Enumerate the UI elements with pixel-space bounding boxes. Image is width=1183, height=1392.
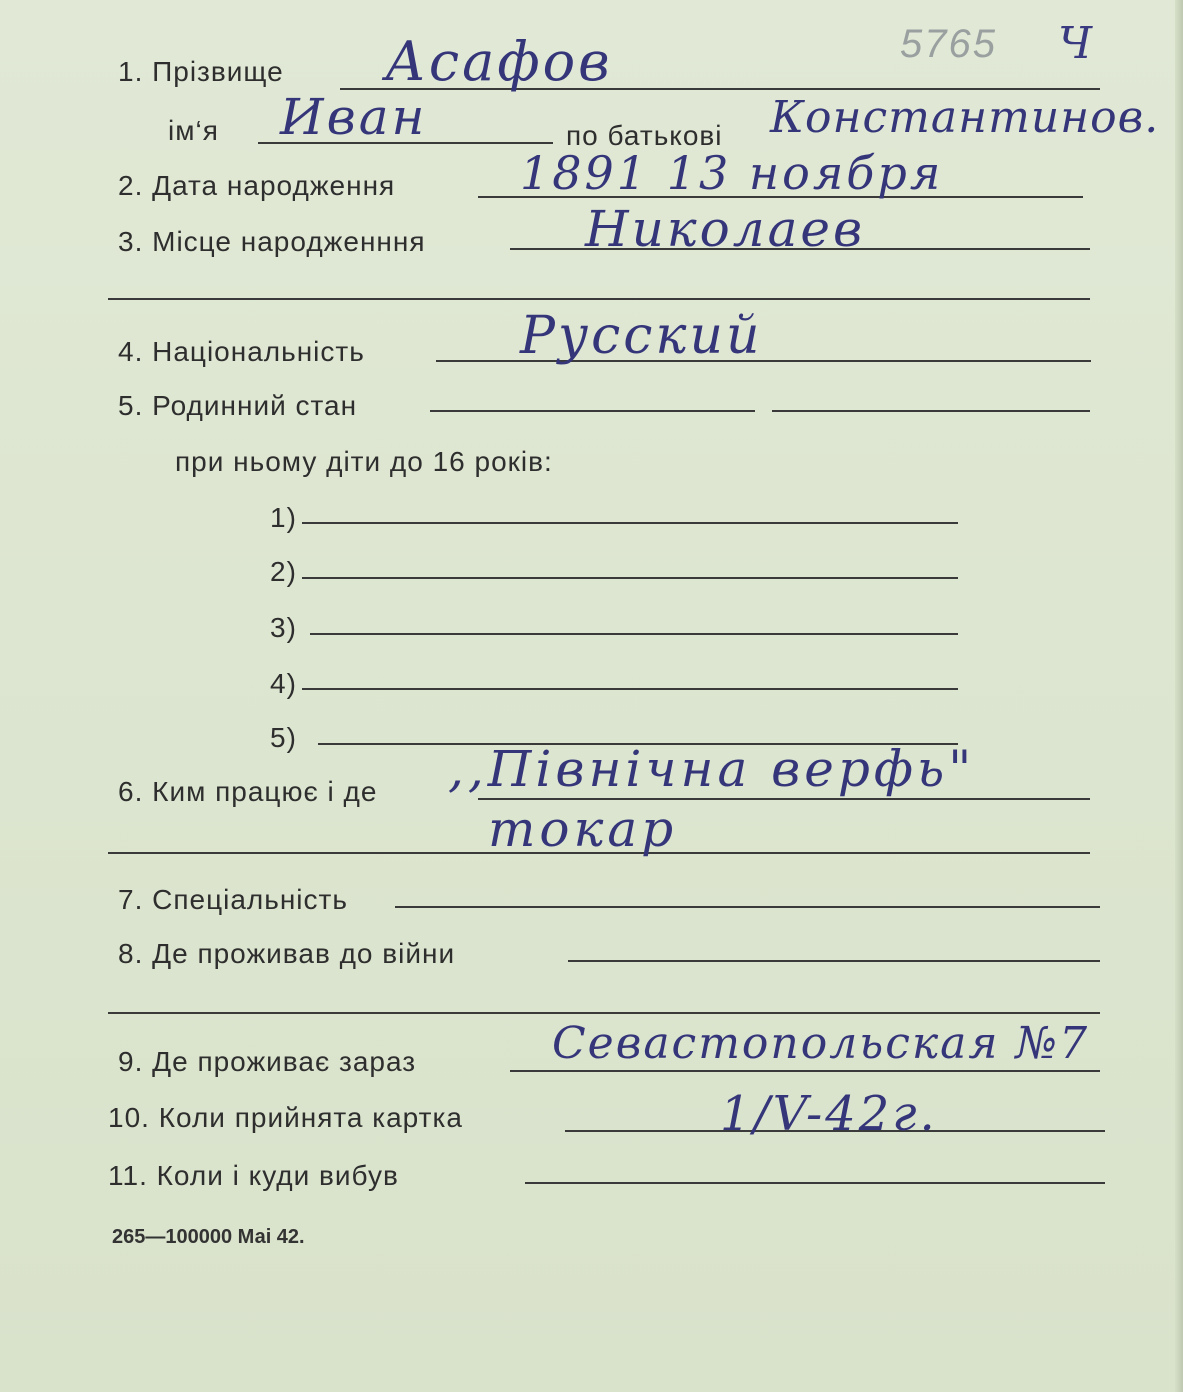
name-label: ім‘я: [168, 115, 219, 146]
birth-place-extra-line: [108, 298, 1090, 300]
surname-label: 1. Прізвище: [118, 56, 284, 87]
prewar-residence-line-2: [108, 1012, 1100, 1014]
nationality-label: 4. Національність: [118, 336, 365, 367]
children-header: при ньому діти до 16 років:: [175, 446, 553, 477]
departure-line: [525, 1182, 1105, 1184]
surname-value: Асафов: [385, 30, 613, 93]
child-5-label: 5): [270, 722, 297, 753]
marital-status-line-2: [772, 410, 1090, 412]
employment-label: 6. Ким працює і де: [118, 776, 378, 807]
child-1-line: [302, 522, 958, 524]
speciality-line: [395, 906, 1100, 908]
card-accepted-value: 1/V-42г.: [720, 1086, 938, 1142]
birth-place-value: Николаев: [585, 200, 866, 258]
marital-status-label: 5. Родинний стан: [118, 390, 358, 421]
prewar-residence-label: 8. Де проживав до війни: [118, 938, 456, 969]
child-3-label: 3): [270, 612, 297, 643]
departure-label: 11. Коли і куди вибув: [108, 1160, 399, 1191]
archive-number: 5765: [900, 22, 997, 66]
patronymic-label: по батькові: [566, 120, 723, 151]
employment-value-line1: ,,Північна верфь": [448, 740, 976, 798]
prewar-residence-line-1: [568, 960, 1100, 962]
employment-value-line2: токар: [488, 800, 678, 858]
child-2-label: 2): [270, 556, 297, 587]
birth-date-value: 1891 13 ноября: [520, 146, 944, 200]
print-run-footer: 265—100000 Маі 42.: [112, 1226, 305, 1248]
current-residence-line: [510, 1070, 1100, 1072]
birth-place-label: 3. Місце народженння: [118, 226, 426, 257]
current-residence-value: Севастопольская №7: [552, 1018, 1090, 1069]
current-residence-label: 9. Де проживає зараз: [118, 1046, 417, 1077]
archive-mark: Ч: [1058, 18, 1096, 69]
child-4-label: 4): [270, 668, 297, 699]
name-value: Иван: [280, 88, 428, 146]
child-3-line: [310, 633, 958, 635]
patronymic-value: Константинов.: [770, 92, 1160, 143]
speciality-label: 7. Спеціальність: [118, 884, 348, 915]
card-accepted-label: 10. Коли прийнята картка: [108, 1102, 463, 1133]
marital-status-line-1: [430, 410, 755, 412]
nationality-value: Русский: [520, 306, 763, 366]
child-2-line: [302, 577, 958, 579]
child-1-label: 1): [270, 502, 297, 533]
birth-date-label: 2. Дата народження: [118, 170, 396, 201]
child-4-line: [302, 688, 958, 690]
card-edge-shadow: [1175, 0, 1183, 1392]
